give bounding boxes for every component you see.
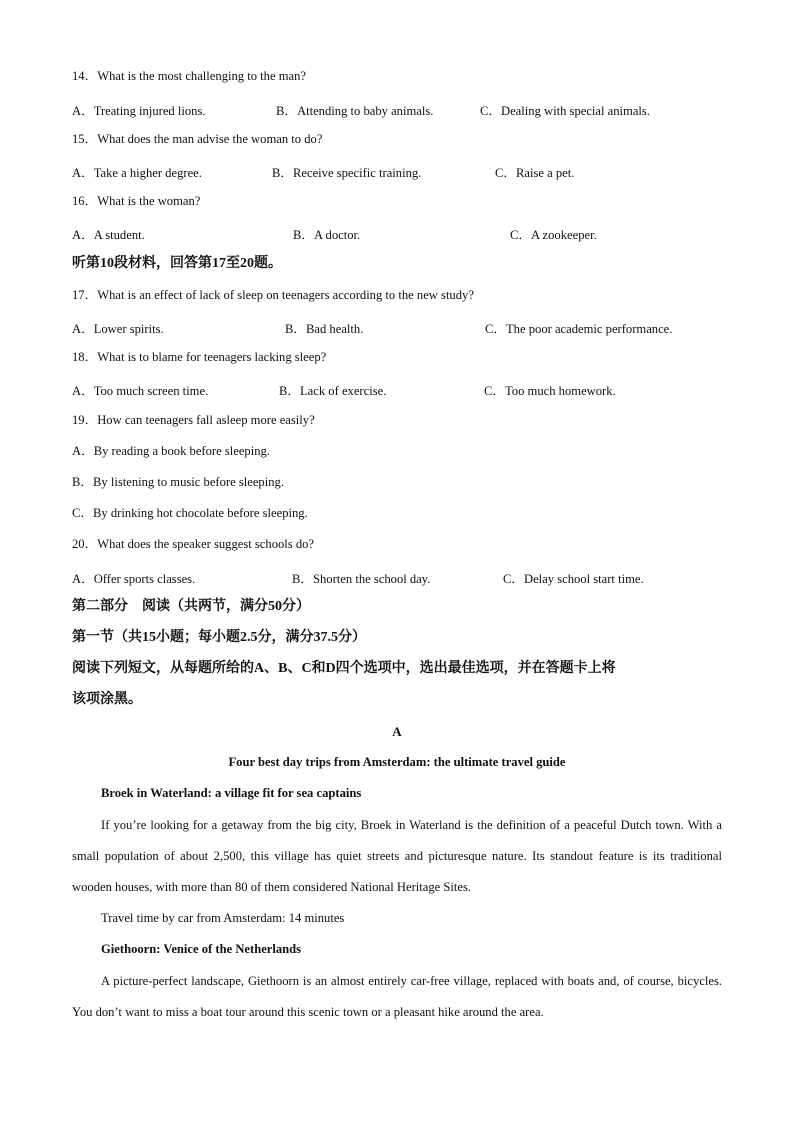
question-18-option-b: B．Lack of exercise. [279, 384, 387, 398]
instruction-line-2: 该项涂黑。 [72, 692, 142, 707]
passage-paragraph-giethoorn: A picture-perfect landscape, Giethoorn is an almost entirely car-free village, replaced with boats and, of course, bicycles. You don’t want to miss a boat tour around this scenic town or a pleasant hike around the area. [72, 974, 722, 1019]
question-16-stem: 16．What is the woman? [72, 194, 201, 208]
question-14-option-a: A．Treating injured lions. [72, 104, 206, 118]
question-15-stem: 15．What does the man advise the woman to do? [72, 132, 323, 146]
question-17-option-c: C．The poor academic performance. [485, 322, 673, 336]
instruction-line-1: 阅读下列短文，从每题所给的A、B、C和D四个选项中，选出最佳选项，并在答题卡上将 [72, 661, 616, 676]
question-15-option-b: B．Receive specific training. [272, 166, 422, 180]
passage-subheading-broek: Broek in Waterland: a village fit for sea captains [101, 786, 362, 800]
question-20-option-a: A．Offer sports classes. [72, 572, 196, 586]
passage-letter: A [392, 724, 402, 739]
question-18-stem: 18．What is to blame for teenagers lacking sleep? [72, 350, 327, 364]
question-20-option-b: B．Shorten the school day. [292, 572, 431, 586]
question-15-option-c: C．Raise a pet. [495, 166, 575, 180]
question-17-stem: 17．What is an effect of lack of sleep on teenagers according to the new study? [72, 288, 474, 302]
question-14-stem: 14．What is the most challenging to the man? [72, 69, 306, 83]
question-17-option-a: A．Lower spirits. [72, 322, 164, 336]
question-20-option-c: C．Delay school start time. [503, 572, 644, 586]
question-16-option-b: B．A doctor. [293, 228, 361, 242]
passage-subheading-giethoorn: Giethoorn: Venice of the Netherlands [101, 942, 302, 956]
question-18-option-c: C．Too much homework. [484, 384, 616, 398]
section-1-heading: 第一节（共15小题；每小题2.5分，满分37.5分） [72, 630, 366, 645]
question-19-option-b: B．By listening to music before sleeping. [72, 475, 284, 489]
passage-title: Four best day trips from Amsterdam: the ultimate travel guide [228, 755, 566, 769]
question-14-option-c: C．Dealing with special animals. [480, 104, 650, 118]
question-15-option-a: A．Take a higher degree. [72, 166, 202, 180]
question-16-option-c: C．A zookeeper. [510, 228, 597, 242]
section-10-heading: 听第10段材料，回答第17至20题。 [72, 256, 282, 271]
question-19-option-a: A．By reading a book before sleeping. [72, 444, 270, 458]
question-17-option-b: B．Bad health. [285, 322, 364, 336]
part-2-heading: 第二部分 阅读（共两节，满分50分） [72, 599, 310, 614]
question-19-option-c: C．By drinking hot chocolate before sleeping. [72, 506, 308, 520]
question-19-stem: 19．How can teenagers fall asleep more easily? [72, 413, 315, 427]
question-14-option-b: B．Attending to baby animals. [276, 104, 434, 118]
passage-paragraph-broek: If you’re looking for a getaway from the big city, Broek in Waterland is the definition of a peaceful Dutch town. With a small population of about 2,500, this village has quiet streets and picturesque nature. Its standout feature is its traditional wooden houses, with more than 80 of them considered National Heritage Sites. [72, 818, 722, 894]
question-16-option-a: A．A student. [72, 228, 145, 242]
travel-time-broek: Travel time by car from Amsterdam: 14 minutes [101, 911, 345, 925]
question-18-option-a: A．Too much screen time. [72, 384, 209, 398]
question-20-stem: 20．What does the speaker suggest schools do? [72, 537, 315, 551]
